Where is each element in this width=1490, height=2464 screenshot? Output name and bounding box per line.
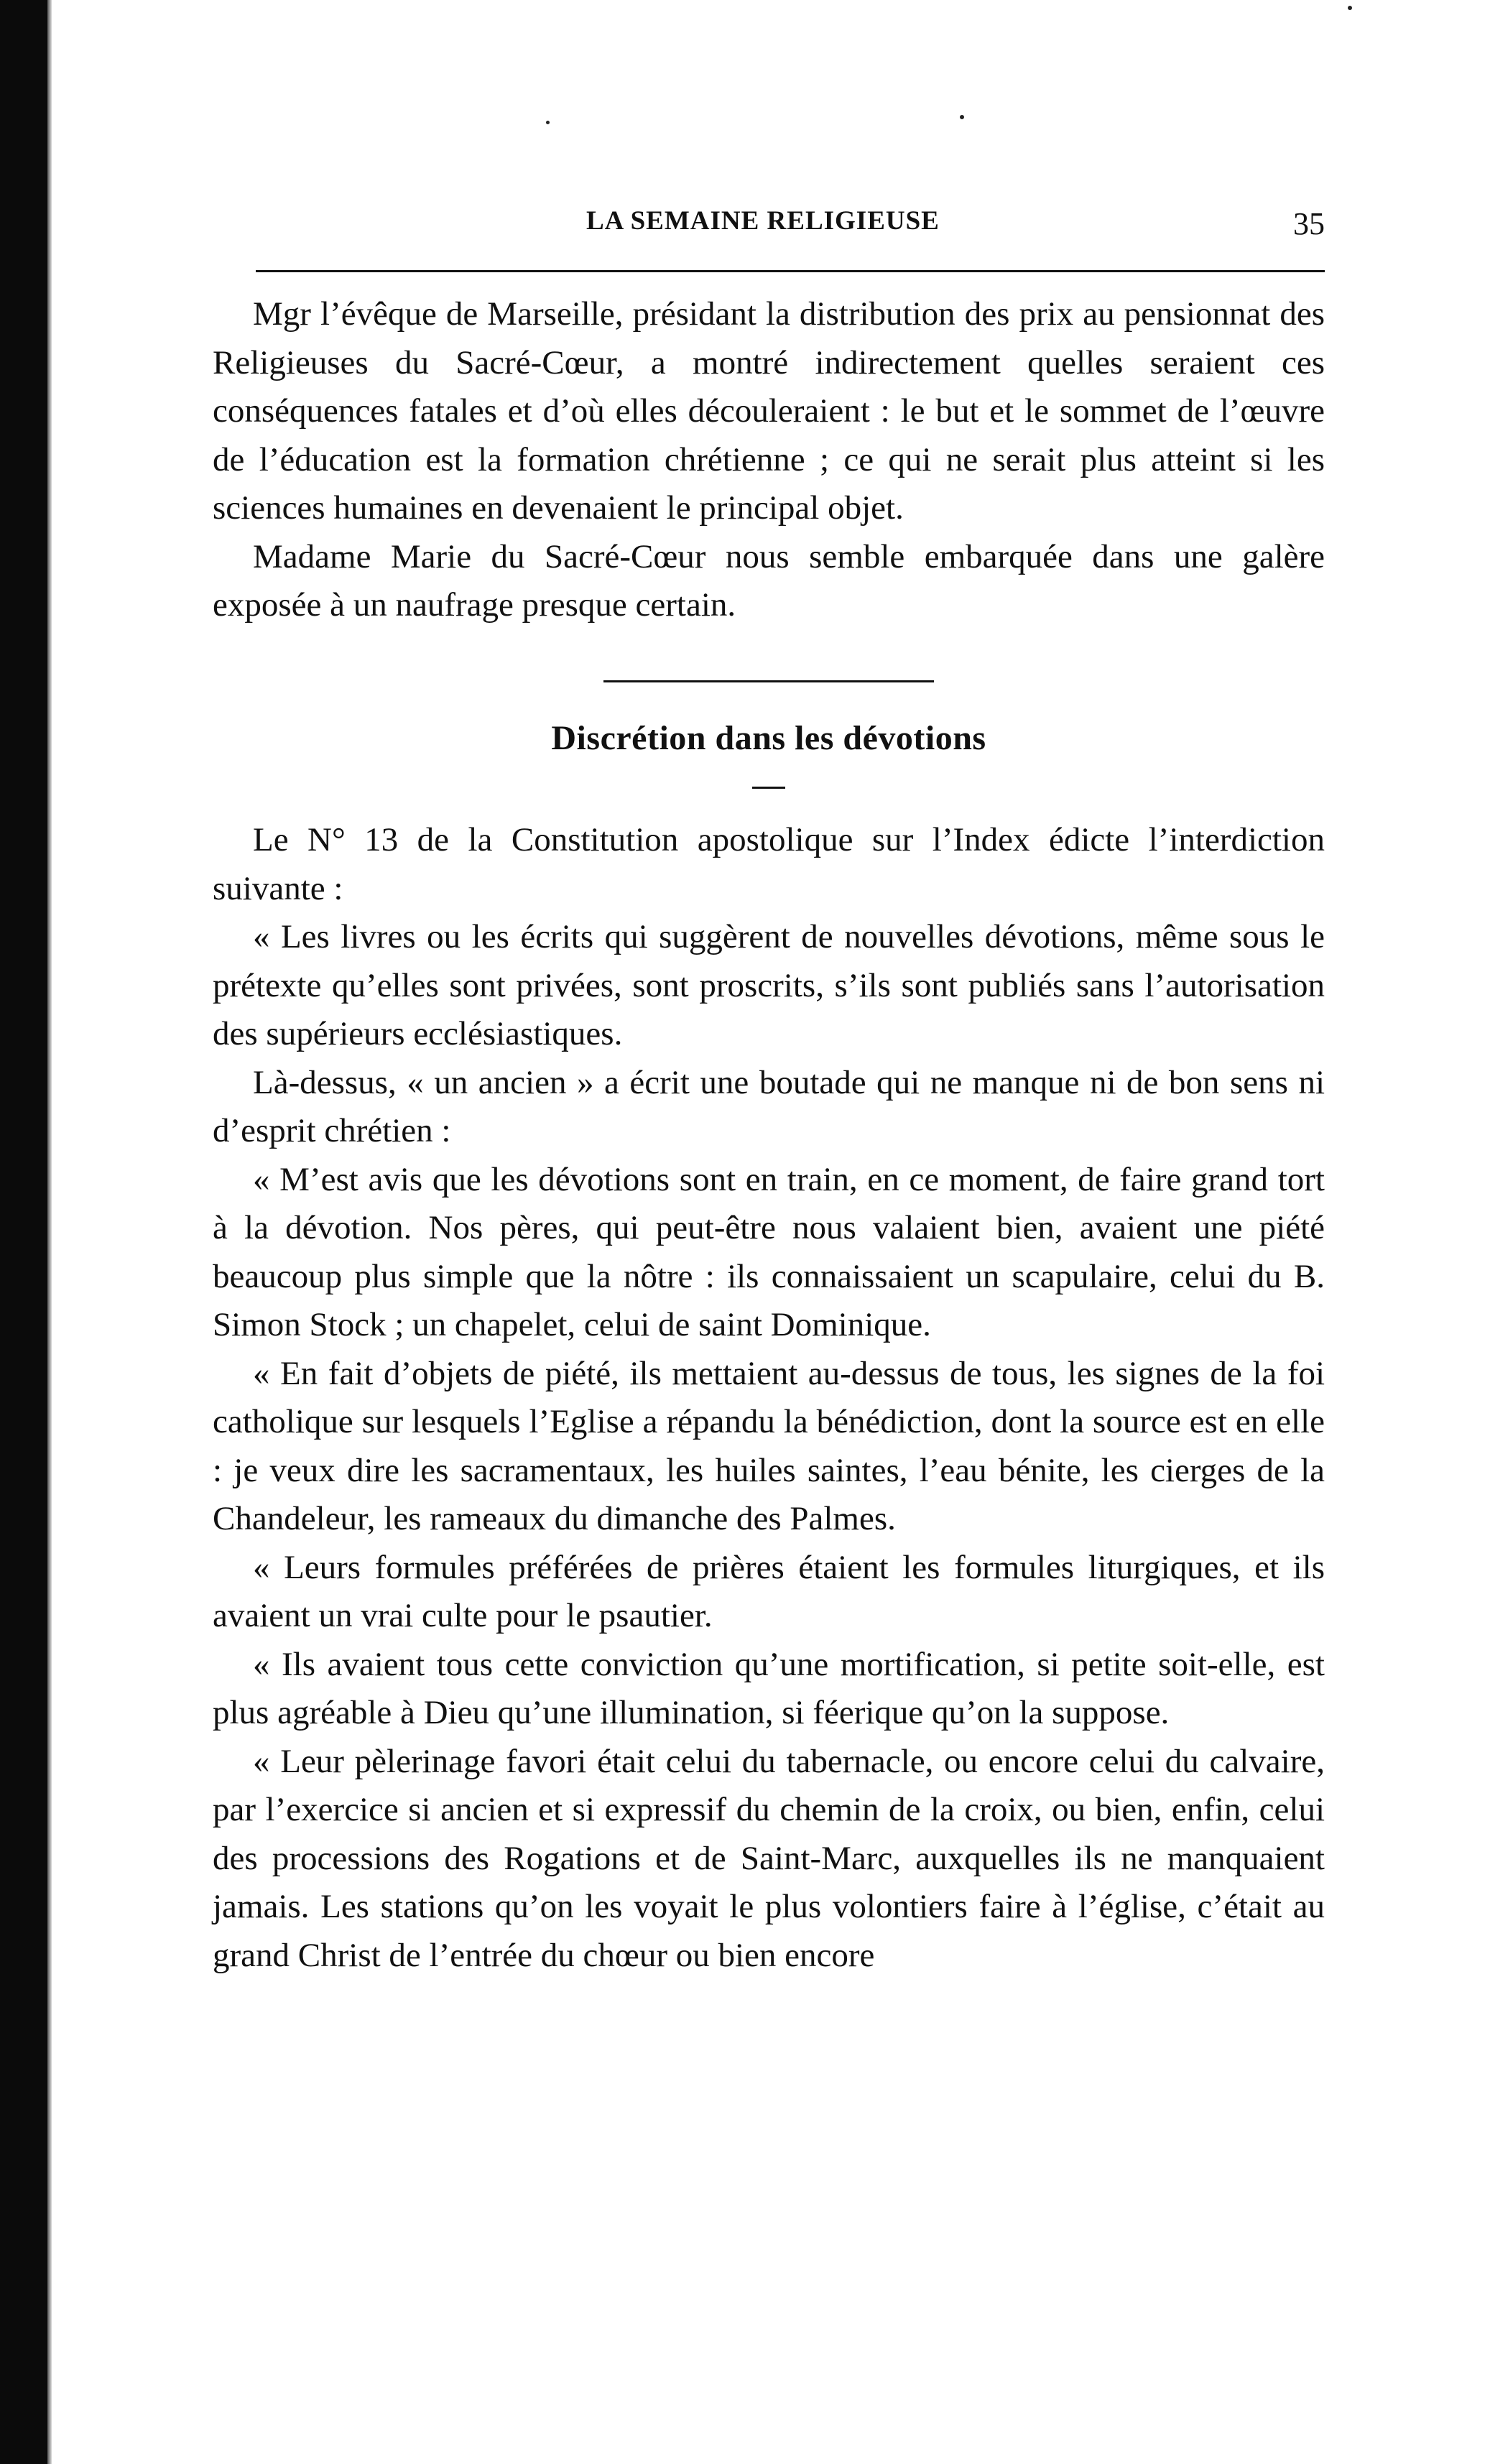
running-title: LA SEMAINE RELIGIEUSE [586,206,940,236]
section-title: Discrétion dans les dévotions [551,718,986,757]
page-number: 35 [1293,206,1325,241]
book-binding-shadow [0,0,47,2464]
title-dash [752,787,785,789]
header-rule [256,270,1325,272]
paragraph: « Leurs formules préférées de prières étaient les formules liturgiques, et ils avaient un vrai culte pour le psautier. [213,1548,1325,1634]
paragraph: Là-dessus, « un ancien » a écrit une boutade qui ne manque ni de bon sens ni d’esprit chrétien : [213,1063,1325,1149]
paragraph: Le N° 13 de la Constitution apostolique sur l’Index édicte l’interdiction suivante : [213,821,1325,907]
print-speck [1348,6,1352,10]
print-speck [960,115,964,119]
paragraph: « Les livres ou les écrits qui suggèrent de nouvelles dévotions, même sous le prétexte qu’elles sont privées, sont proscrits, s’ils sont publiés sans l’autorisation des supérieurs ecclésiastiques. [213,918,1325,1052]
paragraph: Mgr l’évêque de Marseille, présidant la distribution des prix au pensionnat des Religieuses du Sacré-Cœur, a montré indirectement quelles seraient ces conséquences fatales et d’où elles découleraient : le but et le sommet de l’œuvre de l’éducation est la formation chrétienne ; ce qui ne serait plus atteint si les sciences humaines en devenaient le principal objet. [213,295,1325,527]
binding-edge [47,0,52,2464]
paragraph: « Leur pèlerinage favori était celui du tabernacle, ou encore celui du calvaire, par l’exercice si ancien et si expressif du chemin de la croix, ou bien, enfin, celui des processions des Rogations et de Saint-Marc, auxquelles ils ne manquaient jamais. Les stations qu’on les voyait le plus volontiers faire à l’église, c’était au grand Christ de l’entrée du chœur ou bien encore [213,1742,1325,1974]
page-header [213,205,1325,249]
paragraph: « M’est avis que les dévotions sont en train, en ce moment, de faire grand tort à la dévotion. Nos pères, qui peut-être nous valaient bien, avaient une piété beaucoup plus simple que la nôtre : ils connaissaient un scapulaire, celui du B. Simon Stock ; un chapelet, celui de saint Dominique. [213,1160,1325,1343]
section-divider [603,680,934,682]
paragraph: Madame Marie du Sacré-Cœur nous semble embarquée dans une galère exposée à un naufrage presque certain. [213,537,1325,624]
paragraph: « En fait d’objets de piété, ils mettaient au-dessus de tous, les signes de la foi catholique sur lesquels l’Eglise a répandu la bénédiction, dont la source est en elle : je veux dire les sacramentaux, les huiles saintes, l’eau bénite, les cierges de la Chandeleur, les rameaux du dimanche des Palmes. [213,1354,1325,1537]
print-speck [546,121,550,124]
paragraph: « Ils avaient tous cette conviction qu’une mortification, si petite soit-elle, est plus agréable à Dieu qu’une illumination, si féerique qu’on la suppose. [213,1645,1325,1731]
body-text [213,290,1325,1980]
